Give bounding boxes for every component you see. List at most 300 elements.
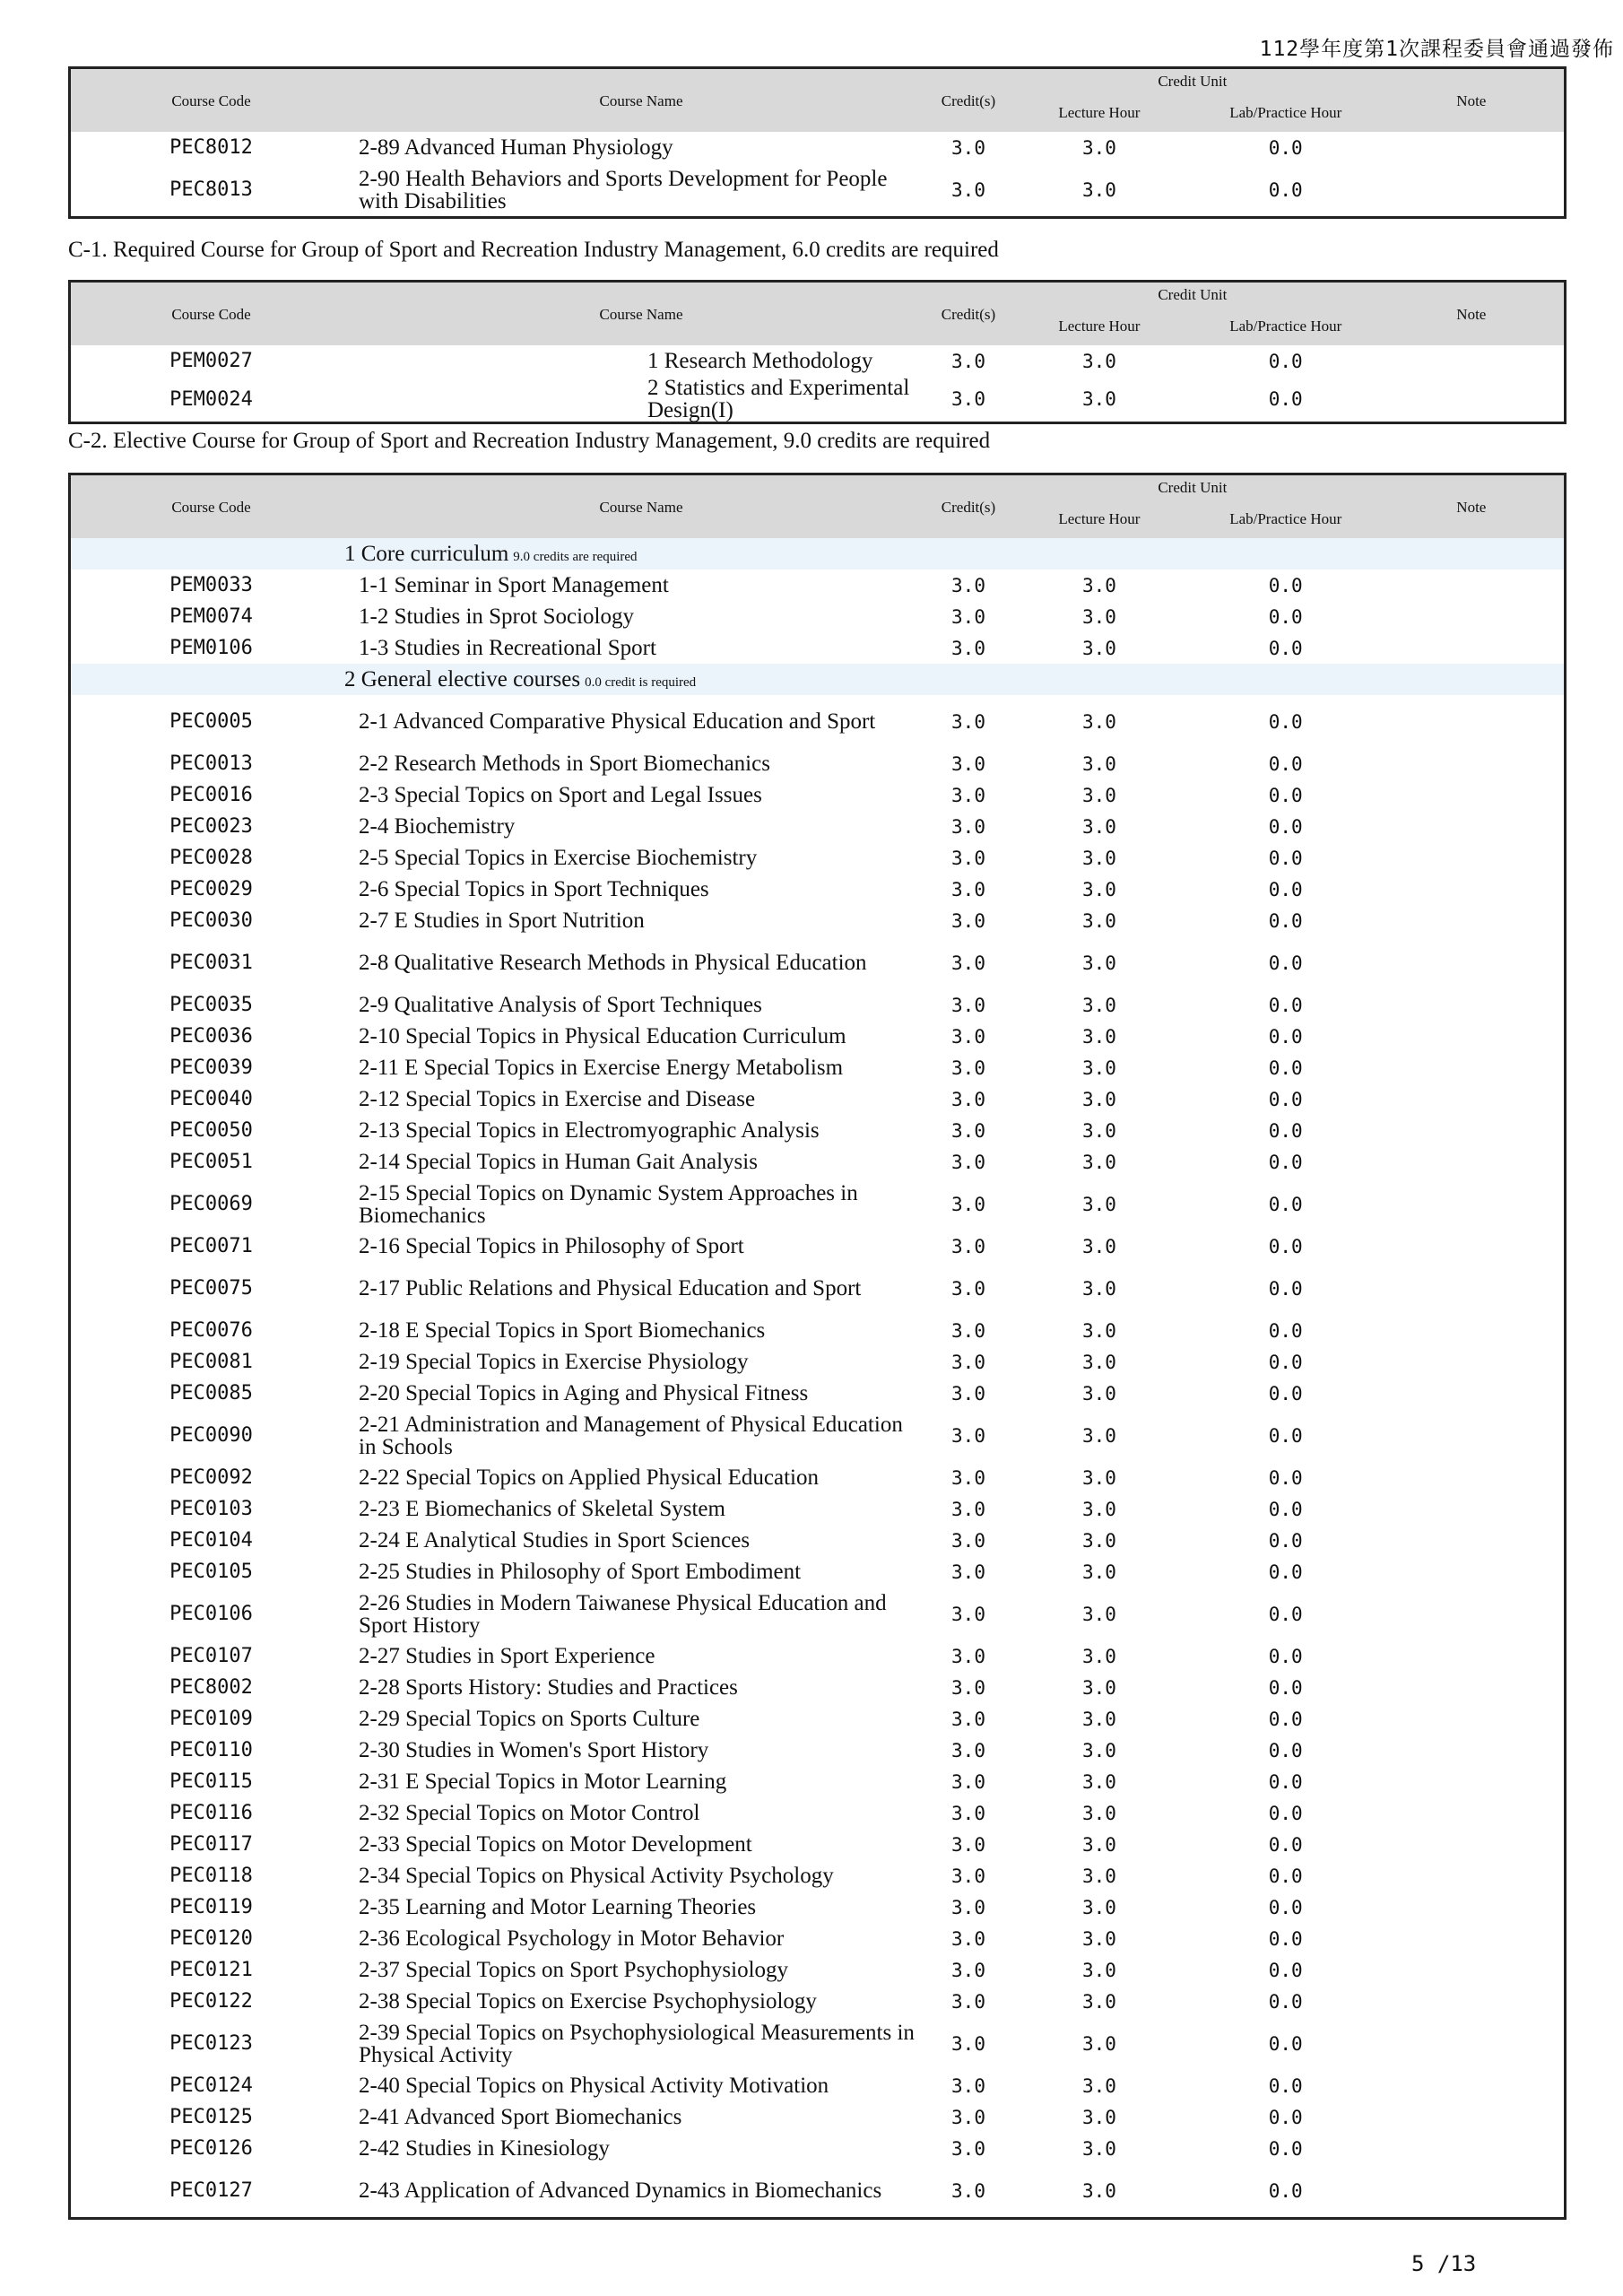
table-row — [70, 632, 1566, 664]
header-credit-unit: Credit Unit — [1006, 474, 1379, 500]
note — [1379, 1083, 1566, 1115]
note — [1379, 1262, 1566, 1315]
course-name-cell — [352, 989, 931, 1021]
lab-hour: 0.0 — [1268, 2137, 1303, 2160]
course-name-cell — [352, 779, 931, 811]
note — [1379, 163, 1566, 218]
course-code: PEC8013 — [169, 178, 253, 201]
table-row — [70, 1525, 1566, 1556]
course-code: PEC0115 — [169, 1770, 253, 1793]
course-name: 2-14 Special Topics in Human Gait Analysis — [359, 1150, 758, 1174]
course-code: PEC0120 — [169, 1927, 253, 1950]
course-name-cell — [352, 1346, 931, 1378]
course-name-cell — [352, 2133, 931, 2164]
table-row — [70, 1378, 1566, 1409]
note — [1379, 1829, 1566, 1860]
credits: 3.0 — [951, 1088, 985, 1110]
table-row — [70, 1021, 1566, 1052]
credits: 3.0 — [951, 2032, 985, 2055]
credits: 3.0 — [951, 1865, 985, 1887]
note — [1379, 1315, 1566, 1346]
course-name: 2-32 Special Topics on Motor Control — [359, 1801, 700, 1825]
table-row — [70, 163, 1566, 218]
course-name-cell — [352, 748, 931, 779]
course-code: PEC0013 — [169, 752, 253, 775]
note — [1379, 1525, 1566, 1556]
course-name-cell — [352, 1315, 931, 1346]
header-lecture-hour: Lecture Hour — [1006, 307, 1193, 345]
course-name-cell — [352, 1640, 931, 1672]
credits: 3.0 — [951, 2106, 985, 2128]
header-lecture-hour: Lecture Hour — [1006, 93, 1193, 132]
lab-hour: 0.0 — [1268, 1025, 1303, 1048]
course-name: 2-36 Ecological Psychology in Motor Behavior — [359, 1926, 785, 1951]
lab-hour: 0.0 — [1268, 878, 1303, 900]
group-requirement: 0.0 credit is required — [585, 674, 697, 690]
note — [1379, 1703, 1566, 1735]
credits: 3.0 — [951, 2179, 985, 2202]
lab-hour: 0.0 — [1268, 136, 1303, 159]
credits: 3.0 — [951, 2137, 985, 2160]
note — [1379, 1735, 1566, 1766]
table-row — [70, 1797, 1566, 1829]
note — [1379, 1587, 1566, 1640]
course-name: 2-8 Qualitative Research Methods in Physical Education — [359, 951, 867, 975]
course-code: PEC0035 — [169, 994, 253, 1016]
credits: 3.0 — [951, 1529, 985, 1552]
lab-hour: 0.0 — [1268, 1466, 1303, 1489]
note — [1379, 1146, 1566, 1178]
lab-hour: 0.0 — [1268, 1319, 1303, 1342]
course-name-cell — [352, 1703, 931, 1735]
course-code: PEC0126 — [169, 2137, 253, 2160]
course-code: PEM0033 — [169, 574, 253, 596]
note — [1379, 1231, 1566, 1262]
course-code: PEC0092 — [169, 1466, 253, 1489]
lecture-hour: 3.0 — [1081, 1708, 1116, 1730]
course-name-cell — [352, 1083, 931, 1115]
table-row — [70, 1493, 1566, 1525]
course-name-cell — [352, 1860, 931, 1892]
note — [1379, 1378, 1566, 1409]
lecture-hour: 3.0 — [1081, 2106, 1116, 2128]
header-course-name: Course Name — [352, 474, 931, 539]
course-name-cell — [352, 1409, 931, 1462]
table-row — [70, 1703, 1566, 1735]
course-code: PEC0076 — [169, 1319, 253, 1342]
course-name: 2-42 Studies in Kinesiology — [359, 2136, 610, 2161]
table-row — [70, 1052, 1566, 1083]
note — [1379, 695, 1566, 748]
table-row — [70, 2133, 1566, 2164]
course-code: PEM0024 — [169, 387, 253, 411]
table-row — [70, 1923, 1566, 1954]
note — [1379, 1766, 1566, 1797]
course-name: 2-38 Special Topics on Exercise Psychophysiology — [359, 1989, 817, 2013]
credits: 3.0 — [951, 710, 985, 733]
course-name-cell — [352, 1262, 931, 1315]
credits: 3.0 — [951, 752, 985, 775]
section-title-c2: C-2. Elective Course for Group of Sport and Recreation Industry Management, 9.0 credits are required — [68, 429, 991, 453]
course-name: 2-39 Special Topics on Psychophysiological Measurements in Physical Activity — [359, 2020, 915, 2067]
table-row — [70, 1829, 1566, 1860]
page-number: 5 /13 — [1411, 2251, 1477, 2276]
note — [1379, 1986, 1566, 2017]
lecture-hour: 3.0 — [1081, 1319, 1116, 1342]
course-name: 2-1 Advanced Comparative Physical Education and Sport — [359, 709, 876, 734]
credits: 3.0 — [951, 178, 985, 201]
table-row — [70, 1860, 1566, 1892]
credits: 3.0 — [951, 1676, 985, 1699]
lecture-hour: 3.0 — [1081, 1645, 1116, 1667]
course-name-cell — [352, 1986, 931, 2017]
lab-hour: 0.0 — [1268, 574, 1303, 596]
note — [1379, 1556, 1566, 1587]
course-name: 2-43 Application of Advanced Dynamics in Biomechanics — [359, 2179, 882, 2203]
table-row — [70, 1766, 1566, 1797]
note — [1379, 2101, 1566, 2133]
course-name: 1-3 Studies in Recreational Sport — [359, 636, 656, 660]
course-name: 2-24 E Analytical Studies in Sport Sciences — [359, 1528, 751, 1552]
credits: 3.0 — [951, 878, 985, 900]
lab-hour: 0.0 — [1268, 637, 1303, 659]
note — [1379, 1021, 1566, 1052]
course-name: 2-13 Special Topics in Electromyographic Analysis — [359, 1118, 820, 1143]
header-lab-hour: Lab/Practice Hour — [1193, 500, 1379, 538]
credits: 3.0 — [951, 1319, 985, 1342]
table-row — [70, 377, 1566, 423]
lecture-hour: 3.0 — [1081, 815, 1116, 838]
lecture-hour: 3.0 — [1081, 1833, 1116, 1856]
table-row — [70, 905, 1566, 936]
lecture-hour: 3.0 — [1081, 1676, 1116, 1699]
table-row — [70, 1178, 1566, 1231]
table-row — [70, 1346, 1566, 1378]
lab-hour: 0.0 — [1268, 1193, 1303, 1215]
lecture-hour: 3.0 — [1081, 605, 1116, 628]
course-code: PEC0051 — [169, 1151, 253, 1173]
table-row — [70, 1146, 1566, 1178]
course-name: 2-4 Biochemistry — [359, 814, 516, 839]
group-row — [70, 664, 1566, 695]
course-name: 2-30 Studies in Women's Sport History — [359, 1738, 709, 1762]
lab-hour: 0.0 — [1268, 994, 1303, 1016]
table-row — [70, 2070, 1566, 2101]
note — [1379, 601, 1566, 632]
credits: 3.0 — [951, 605, 985, 628]
course-code: PEC8002 — [169, 1676, 253, 1699]
credits: 3.0 — [951, 1498, 985, 1520]
course-name: 2-37 Special Topics on Sport Psychophysiology — [359, 1958, 789, 1982]
lecture-hour: 3.0 — [1081, 1739, 1116, 1761]
approval-note: 112學年度第1次課程委員會通過發佈 — [1259, 38, 1614, 61]
lecture-hour: 3.0 — [1081, 178, 1116, 201]
course-name: 2-27 Studies in Sport Experience — [359, 1644, 655, 1668]
lab-hour: 0.0 — [1268, 178, 1303, 201]
lab-hour: 0.0 — [1268, 710, 1303, 733]
course-code: PEC0116 — [169, 1802, 253, 1824]
credits: 3.0 — [951, 1382, 985, 1405]
lab-hour: 0.0 — [1268, 1708, 1303, 1730]
course-code: PEC0071 — [169, 1235, 253, 1257]
lecture-hour: 3.0 — [1081, 388, 1116, 410]
course-name-cell — [352, 1021, 931, 1052]
table-row — [70, 936, 1566, 989]
course-code: PEC0036 — [169, 1025, 253, 1048]
course-name-cell — [352, 874, 931, 905]
course-name: 2-18 E Special Topics in Sport Biomechanics — [359, 1318, 766, 1343]
lab-hour: 0.0 — [1268, 752, 1303, 775]
lecture-hour: 3.0 — [1081, 1151, 1116, 1173]
note — [1379, 632, 1566, 664]
lecture-hour: 3.0 — [1081, 2074, 1116, 2097]
course-table-c1 — [68, 280, 1567, 424]
lecture-hour: 3.0 — [1081, 637, 1116, 659]
course-name: 2 Statistics and Experimental Design(I) — [647, 376, 910, 422]
lecture-hour: 3.0 — [1081, 1119, 1116, 1142]
note — [1379, 2133, 1566, 2164]
course-name: 2-9 Qualitative Analysis of Sport Techniques — [359, 993, 762, 1017]
course-code: PEM0106 — [169, 637, 253, 659]
note — [1379, 905, 1566, 936]
lecture-hour: 3.0 — [1081, 752, 1116, 775]
header-note: Note — [1379, 68, 1566, 133]
table-row — [70, 1115, 1566, 1146]
lecture-hour: 3.0 — [1081, 2032, 1116, 2055]
course-code: PEC0050 — [169, 1119, 253, 1142]
lab-hour: 0.0 — [1268, 1561, 1303, 1583]
credits: 3.0 — [951, 1896, 985, 1918]
course-name: 2-41 Advanced Sport Biomechanics — [359, 2105, 682, 2129]
header-course-code: Course Code — [70, 68, 352, 133]
course-name: 2-19 Special Topics in Exercise Physiology — [359, 1350, 749, 1374]
header-course-name: Course Name — [352, 68, 931, 133]
lab-hour: 0.0 — [1268, 1645, 1303, 1667]
lecture-hour: 3.0 — [1081, 1603, 1116, 1625]
lecture-hour: 3.0 — [1081, 2137, 1116, 2160]
note — [1379, 1115, 1566, 1146]
course-code: PEC0127 — [169, 2179, 253, 2202]
course-code: PEC0118 — [169, 1865, 253, 1887]
lecture-hour: 3.0 — [1081, 1277, 1116, 1300]
lab-hour: 0.0 — [1268, 1802, 1303, 1824]
course-name: 2-35 Learning and Motor Learning Theories — [359, 1895, 757, 1919]
course-name: 2-12 Special Topics in Exercise and Disease — [359, 1087, 756, 1111]
credits: 3.0 — [951, 136, 985, 159]
note — [1379, 1178, 1566, 1231]
credits: 3.0 — [951, 994, 985, 1016]
table-row — [70, 2101, 1566, 2133]
course-code: PEC0123 — [169, 2032, 253, 2055]
course-name-cell — [352, 811, 931, 842]
lecture-hour: 3.0 — [1081, 1561, 1116, 1583]
note — [1379, 1860, 1566, 1892]
course-name: 2-25 Studies in Philosophy of Sport Embodiment — [359, 1560, 802, 1584]
credits: 3.0 — [951, 1802, 985, 1824]
course-name: 2-23 E Biomechanics of Skeletal System — [359, 1497, 725, 1521]
note — [1379, 1462, 1566, 1493]
note — [1379, 377, 1566, 423]
course-name-cell — [352, 1735, 931, 1766]
course-code: PEM0074 — [169, 605, 253, 628]
lab-hour: 0.0 — [1268, 388, 1303, 410]
lecture-hour: 3.0 — [1081, 1424, 1116, 1447]
credits: 3.0 — [951, 909, 985, 932]
course-code: PEC0039 — [169, 1057, 253, 1079]
note — [1379, 1409, 1566, 1462]
table-row — [70, 132, 1566, 163]
course-name-cell — [352, 570, 931, 601]
course-code: PEC0028 — [169, 847, 253, 869]
course-name: 2-89 Advanced Human Physiology — [359, 135, 673, 160]
course-code: PEC0005 — [169, 710, 253, 733]
lab-hour: 0.0 — [1268, 350, 1303, 372]
credits: 3.0 — [951, 1959, 985, 1981]
lab-hour: 0.0 — [1268, 847, 1303, 869]
lecture-hour: 3.0 — [1081, 994, 1116, 1016]
course-name: 2-20 Special Topics in Aging and Physical Fitness — [359, 1381, 809, 1405]
note — [1379, 1797, 1566, 1829]
lecture-hour: 3.0 — [1081, 350, 1116, 372]
table-row — [70, 1587, 1566, 1640]
lecture-hour: 3.0 — [1081, 1057, 1116, 1079]
course-name-cell — [352, 601, 931, 632]
lab-hour: 0.0 — [1268, 2179, 1303, 2202]
course-name-cell — [352, 2070, 931, 2101]
lab-hour: 0.0 — [1268, 1865, 1303, 1887]
lecture-hour: 3.0 — [1081, 136, 1116, 159]
credits: 3.0 — [951, 1770, 985, 1793]
header-credit-unit: Credit Unit — [1006, 68, 1379, 94]
header-credits: Credit(s) — [931, 474, 1006, 539]
credits: 3.0 — [951, 784, 985, 806]
credits: 3.0 — [951, 574, 985, 596]
course-code: PEC0110 — [169, 1739, 253, 1761]
credits: 3.0 — [951, 1057, 985, 1079]
lab-hour: 0.0 — [1268, 784, 1303, 806]
course-name-cell — [352, 936, 931, 989]
lecture-hour: 3.0 — [1081, 710, 1116, 733]
header-course-name: Course Name — [352, 282, 931, 346]
course-name: 2-17 Public Relations and Physical Education and Sport — [359, 1276, 862, 1300]
course-name: 2-22 Special Topics on Applied Physical Education — [359, 1465, 819, 1490]
credits: 3.0 — [951, 847, 985, 869]
lab-hour: 0.0 — [1268, 1896, 1303, 1918]
lab-hour: 0.0 — [1268, 1529, 1303, 1552]
course-name: 2-26 Studies in Modern Taiwanese Physical Education and Sport History — [359, 1590, 887, 1638]
note — [1379, 1052, 1566, 1083]
note — [1379, 570, 1566, 601]
group-label: 1 Core curriculum — [344, 541, 509, 566]
note — [1379, 1346, 1566, 1378]
credits: 3.0 — [951, 815, 985, 838]
course-code: PEC0081 — [169, 1351, 253, 1373]
table-row — [70, 989, 1566, 1021]
course-name-cell — [352, 842, 931, 874]
lab-hour: 0.0 — [1268, 1057, 1303, 1079]
group-label: 2 General elective courses — [344, 666, 581, 691]
course-code: PEC0119 — [169, 1896, 253, 1918]
course-code: PEC0125 — [169, 2106, 253, 2128]
course-code: PEC0029 — [169, 878, 253, 900]
course-code: PEC0117 — [169, 1833, 253, 1856]
lab-hour: 0.0 — [1268, 1151, 1303, 1173]
credits: 3.0 — [951, 1351, 985, 1373]
note — [1379, 1892, 1566, 1923]
note — [1379, 811, 1566, 842]
table-row — [70, 1262, 1566, 1315]
note — [1379, 1493, 1566, 1525]
lab-hour: 0.0 — [1268, 1959, 1303, 1981]
credits: 3.0 — [951, 1990, 985, 2013]
course-code: PEC0105 — [169, 1561, 253, 1583]
lab-hour: 0.0 — [1268, 1770, 1303, 1793]
group-cell — [70, 664, 1566, 695]
table-row — [70, 1892, 1566, 1923]
table-row — [70, 1462, 1566, 1493]
course-name-cell — [352, 1462, 931, 1493]
table-row — [70, 570, 1566, 601]
note — [1379, 842, 1566, 874]
credits: 3.0 — [951, 952, 985, 974]
course-code: PEC0107 — [169, 1645, 253, 1667]
course-name-cell — [352, 2164, 931, 2219]
course-name: 2-28 Sports History: Studies and Practices — [359, 1675, 738, 1700]
header-lecture-hour: Lecture Hour — [1006, 500, 1193, 538]
course-code: PEC0124 — [169, 2074, 253, 2097]
course-name: 2-33 Special Topics on Motor Development — [359, 1832, 752, 1857]
credits: 3.0 — [951, 1119, 985, 1142]
course-name-cell — [352, 1766, 931, 1797]
lab-hour: 0.0 — [1268, 1603, 1303, 1625]
lecture-hour: 3.0 — [1081, 1025, 1116, 1048]
course-name: 2-34 Special Topics on Physical Activity Psychology — [359, 1864, 834, 1888]
table-row — [70, 345, 1566, 377]
course-code: PEC0075 — [169, 1277, 253, 1300]
note — [1379, 345, 1566, 377]
lecture-hour: 3.0 — [1081, 1959, 1116, 1981]
table-row — [70, 1735, 1566, 1766]
course-code: PEC8012 — [169, 136, 253, 159]
credits: 3.0 — [951, 1603, 985, 1625]
table-row — [70, 842, 1566, 874]
lab-hour: 0.0 — [1268, 1424, 1303, 1447]
lecture-hour: 3.0 — [1081, 1896, 1116, 1918]
lecture-hour: 3.0 — [1081, 1990, 1116, 2013]
course-name-cell — [352, 1231, 931, 1262]
lecture-hour: 3.0 — [1081, 1498, 1116, 1520]
note — [1379, 1640, 1566, 1672]
note — [1379, 1672, 1566, 1703]
header-lab-hour: Lab/Practice Hour — [1193, 93, 1379, 132]
lab-hour: 0.0 — [1268, 1990, 1303, 2013]
course-name-cell — [352, 345, 931, 377]
lab-hour: 0.0 — [1268, 1277, 1303, 1300]
credits: 3.0 — [951, 350, 985, 372]
course-name: 2-21 Administration and Management of Physical Education in Schools — [359, 1412, 903, 1459]
header-note: Note — [1379, 282, 1566, 346]
note — [1379, 132, 1566, 163]
table-row — [70, 695, 1566, 748]
table-row — [70, 748, 1566, 779]
table-row — [70, 1315, 1566, 1346]
lab-hour: 0.0 — [1268, 2106, 1303, 2128]
table-row — [70, 1986, 1566, 2017]
note — [1379, 779, 1566, 811]
course-name-cell — [352, 1892, 931, 1923]
lecture-hour: 3.0 — [1081, 1865, 1116, 1887]
lab-hour: 0.0 — [1268, 1739, 1303, 1761]
